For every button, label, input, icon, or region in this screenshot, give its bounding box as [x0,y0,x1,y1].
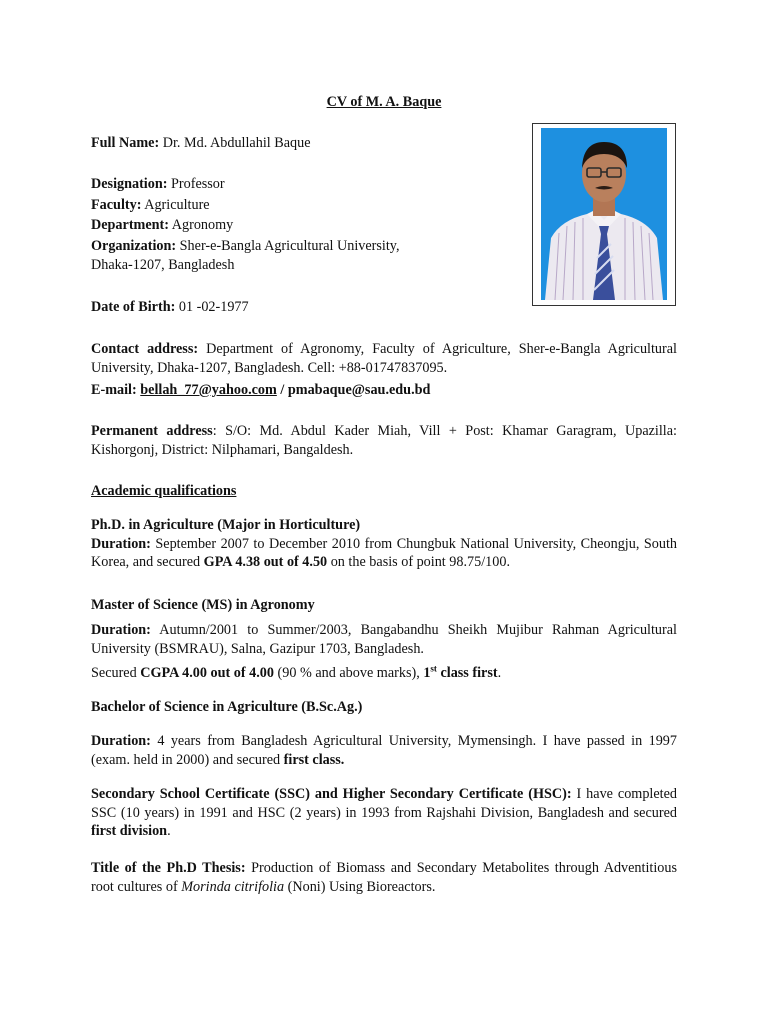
thesis-section: Title of the Ph.D Thesis: Production of Biomass and Secondary Metabolites through Adventitious root cultures of Morinda citrifolia (Noni) Using Bioreactors. [91,860,677,895]
phd-section: Ph.D. in Agriculture (Major in Horticulture) Duration: September 2007 to December 2010 from Chungbuk National University, Cheongju, South Korea, and secured GPA 4.38 out of 4.50 on the basis of point 98.75/100. [91,517,677,570]
ms-heading: Master of Science (MS) in Agronomy [91,597,315,613]
organization-row: Organization: Sher-e-Bangla Agricultural University, Dhaka-1207, Bangladesh [91,238,400,273]
bsc-heading: Bachelor of Science in Agriculture (B.Sc.Ag.) [91,699,363,715]
date-of-birth-row: Date of Birth: 01 -02-1977 [91,299,249,315]
ssc-hsc-section: Secondary School Certificate (SSC) and Higher Secondary Certificate (HSC): I have completed SSC (10 years) in 1991 and HSC (2 years) in 1993 from Rajshahi Division, Bangladesh and secured first division. [91,786,677,839]
email-secondary-link[interactable]: pmabaque@sau.edu.bd [287,382,431,398]
email-row: E-mail: bellah_77@yahoo.com / pmabaque@sau.edu.bd [91,382,431,398]
contact-address-row: Contact address: Department of Agronomy, Faculty of Agriculture, Sher-e-Bangla Agricultural University, Dhaka-1207, Bangladesh. Cell: +88-01747837095. [91,341,677,376]
academic-heading: Academic qualifications [91,483,237,499]
email-primary-link[interactable]: bellah_77@yahoo.com [140,382,277,398]
full-name-row: Full Name: Dr. Md. Abdullahil Baque [91,135,311,151]
ms-result: Secured CGPA 4.00 out of 4.00 (90 % and above marks), 1st class first. [91,663,502,681]
page-title: CV of M. A. Baque [326,94,442,110]
designation-row: Designation: Professor [91,176,225,192]
permanent-address-row: Permanent address: S/O: Md. Abdul Kader Miah, Vill + Post: Khamar Garagram, Upazilla: Kishorgonj, District: Nilphamari, Bangaldesh. [91,423,677,458]
faculty-row: Faculty: Agriculture [91,197,210,213]
ms-duration: Duration: Autumn/2001 to Summer/2003, Bangabandhu Sheikh Mujibur Rahman Agricultural University (BSMRAU), Salna, Gazipur 1703, Bangladesh. [91,622,677,657]
department-row: Department: Agronomy [91,217,234,233]
bsc-duration: Duration: 4 years from Bangladesh Agricultural University, Mymensingh. I have passed in 1997 (exam. held in 2000) and secured first class. [91,733,677,768]
